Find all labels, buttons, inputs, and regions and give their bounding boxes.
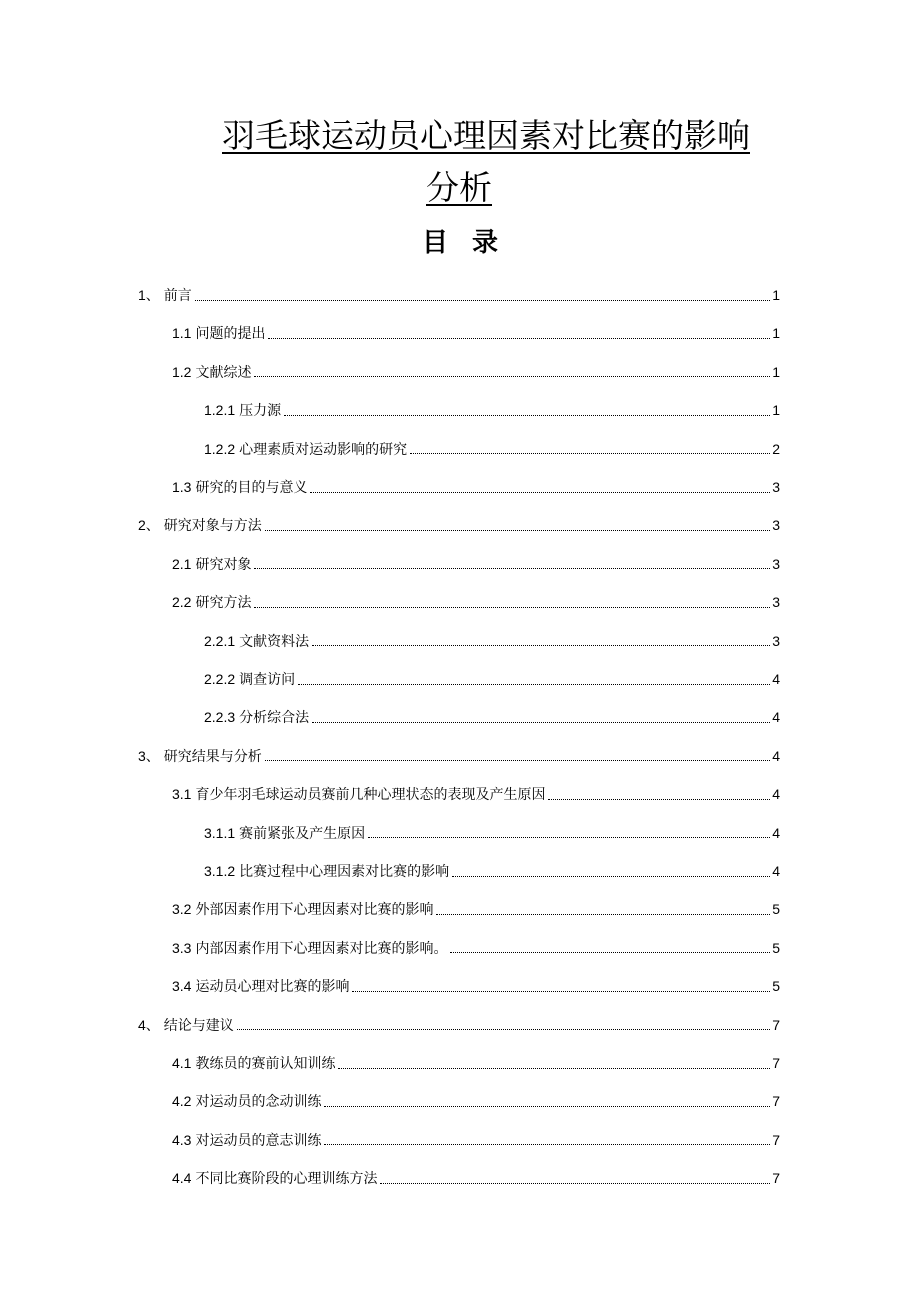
toc-dot-leader: [324, 1144, 770, 1145]
toc-entry-page: 5: [772, 939, 780, 956]
toc-entry-number: 4.4: [172, 1170, 192, 1187]
toc-entry-label: 研究的目的与意义: [195, 480, 308, 496]
toc-dot-leader: [436, 914, 770, 915]
toc-entry-page: 4: [772, 747, 780, 764]
toc-entry[interactable]: [204, 814, 780, 852]
toc-entry-label: 教练员的赛前认知训练: [195, 1056, 336, 1072]
toc-dot-leader: [268, 338, 770, 339]
toc-entry[interactable]: [172, 545, 780, 583]
toc-entry[interactable]: [204, 622, 780, 660]
toc-entry[interactable]: [138, 506, 780, 544]
toc-dot-leader: [284, 415, 770, 416]
toc-dot-leader: [450, 952, 770, 953]
toc-entry-page: 4: [772, 786, 780, 803]
toc-entry-page: 7: [772, 1131, 780, 1148]
title-line-1: 羽毛球运动员心理因素对比赛的影响: [222, 116, 750, 155]
toc-dot-leader: [265, 760, 770, 761]
toc-entry-number: 1.3: [172, 479, 192, 495]
toc-entry-number: 2.2.3: [204, 709, 236, 726]
toc-dot-leader: [410, 453, 770, 454]
toc-entry-page: 4: [772, 863, 780, 879]
toc-entry[interactable]: [138, 1006, 780, 1044]
toc-dot-leader: [452, 876, 770, 877]
toc-entry-label: 前言: [163, 288, 192, 304]
toc-entry-label: 调查访问: [239, 672, 296, 688]
toc-entry-number: 2.2.1: [204, 632, 236, 649]
toc-entry-page: 3: [772, 555, 780, 572]
toc-entry-page: 3: [772, 517, 780, 534]
toc-entry-number: 3.4: [172, 978, 192, 995]
toc-dot-leader: [254, 568, 770, 569]
toc-dot-leader: [324, 1106, 770, 1107]
toc-dot-leader: [368, 837, 770, 838]
toc-entry-number: 1、: [138, 287, 160, 303]
toc-dot-leader: [265, 530, 770, 531]
toc-dot-leader: [254, 376, 770, 377]
toc-entry-page: 4: [772, 709, 780, 726]
toc-entry-number: 4.2: [172, 1093, 192, 1110]
toc-entry-label: 研究方法: [195, 595, 252, 612]
toc-dot-leader: [237, 1029, 770, 1030]
toc-entry[interactable]: [172, 1082, 780, 1120]
toc-entry-page: 1: [772, 363, 780, 380]
toc-entry-page: 4: [772, 671, 780, 687]
toc-entry-label: 问题的提出: [195, 326, 266, 343]
toc-entry-label: 研究对象与方法: [163, 518, 262, 535]
toc-entry-number: 4、: [138, 1016, 160, 1033]
toc-entry[interactable]: [172, 1121, 780, 1159]
toc-entry-label: 赛前紧张及产生原因: [239, 825, 366, 842]
toc-entry-label: 内部因素作用下心理因素对比赛的影响。: [195, 940, 448, 957]
toc-entry[interactable]: [138, 276, 780, 314]
toc-entry-label: 文献资料法: [239, 633, 310, 650]
toc-entry-label: 结论与建议: [163, 1017, 234, 1034]
toc-entry-page: 7: [772, 1093, 780, 1110]
toc-entry[interactable]: [204, 852, 780, 890]
toc-dot-leader: [312, 645, 770, 646]
toc-entry-page: 3: [772, 594, 780, 611]
toc-entry-page: 7: [772, 1170, 780, 1187]
toc-entry-page: 2: [772, 440, 780, 457]
toc-entry[interactable]: [172, 468, 780, 506]
toc-entry-label: 对运动员的意志训练: [195, 1132, 322, 1149]
toc-entry-label: 文献综述: [195, 364, 252, 381]
toc-dot-leader: [548, 799, 770, 800]
toc-entry-label: 研究对象: [195, 556, 252, 573]
toc-dot-leader: [310, 492, 770, 493]
toc-entry[interactable]: [204, 660, 780, 698]
toc-entry[interactable]: [204, 391, 780, 429]
toc-entry-number: 2.2: [172, 594, 192, 611]
toc-entry-page: 5: [772, 978, 780, 995]
toc-entry-page: 1: [772, 287, 780, 303]
toc-dot-leader: [195, 300, 770, 301]
toc-entry-page: 1: [772, 325, 780, 342]
toc-entry[interactable]: [172, 1044, 780, 1082]
toc-entry-number: 1.1: [172, 325, 192, 342]
toc-entry-number: 4.1: [172, 1055, 192, 1071]
toc-entry-page: 5: [772, 901, 780, 918]
toc-entry[interactable]: [172, 890, 780, 928]
toc-entry-label: 比赛过程中心理因素对比赛的影响: [239, 864, 450, 880]
toc-entry[interactable]: [172, 775, 780, 813]
toc-entry[interactable]: [138, 737, 780, 775]
toc-entry[interactable]: [172, 583, 780, 621]
toc-entry-label: 外部因素作用下心理因素对比赛的影响: [195, 902, 434, 919]
toc-dot-leader: [338, 1068, 770, 1069]
toc-entry-page: 7: [772, 1016, 780, 1033]
toc-entry-page: 7: [772, 1055, 780, 1071]
toc-entry-label: 对运动员的念动训练: [195, 1094, 322, 1111]
toc-entry-label: 心理素质对运动影响的研究: [239, 441, 408, 458]
toc-entry-number: 3.1.2: [204, 863, 236, 879]
toc-entry[interactable]: [172, 1159, 780, 1197]
toc-entry-number: 4.3: [172, 1131, 192, 1148]
toc-entry-page: 4: [772, 824, 780, 841]
toc-entry-label: 分析综合法: [239, 710, 310, 727]
toc-entry-label: 运动员心理对比赛的影响: [195, 979, 350, 996]
toc-entry-number: 3.2: [172, 901, 192, 918]
toc-dot-leader: [254, 607, 770, 608]
toc-entry-number: 3.1.1: [204, 824, 236, 841]
toc-entry-label: 不同比赛阶段的心理训练方法: [195, 1171, 378, 1188]
toc-entry[interactable]: [172, 314, 780, 352]
toc-entry-page: 3: [772, 479, 780, 495]
toc-entry[interactable]: [172, 929, 780, 967]
toc-dot-leader: [298, 684, 770, 685]
toc-entry-number: 3、: [138, 747, 160, 764]
title-line-2: 分析: [426, 168, 492, 207]
toc-entry-number: 1.2.2: [204, 440, 236, 457]
toc-entry-number: 2.1: [172, 555, 192, 572]
toc-entry-number: 1.2.1: [204, 402, 236, 419]
toc-entry-label: 育少年羽毛球运动员赛前几种心理状态的表现及产生原因: [195, 787, 546, 804]
toc-entry-number: 2.2.2: [204, 671, 236, 687]
toc-entry[interactable]: [172, 353, 780, 391]
toc-dot-leader: [312, 722, 770, 723]
toc-entry-number: 3.3: [172, 939, 192, 956]
toc-dot-leader: [380, 1183, 770, 1184]
toc-entry-label: 压力源: [239, 403, 282, 420]
toc-entry-number: 1.2: [172, 363, 192, 380]
toc-entry-label: 研究结果与分析: [163, 748, 262, 765]
toc-entry-number: 2、: [138, 517, 160, 534]
toc-entry-page: 1: [772, 402, 780, 419]
toc-entry[interactable]: [204, 698, 780, 736]
toc-entry[interactable]: [204, 430, 780, 468]
toc-entry[interactable]: [172, 967, 780, 1005]
toc-entry-number: 3.1: [172, 786, 192, 803]
toc-entry-page: 3: [772, 632, 780, 649]
toc-dot-leader: [352, 991, 770, 992]
toc-heading: 目录: [421, 228, 522, 258]
